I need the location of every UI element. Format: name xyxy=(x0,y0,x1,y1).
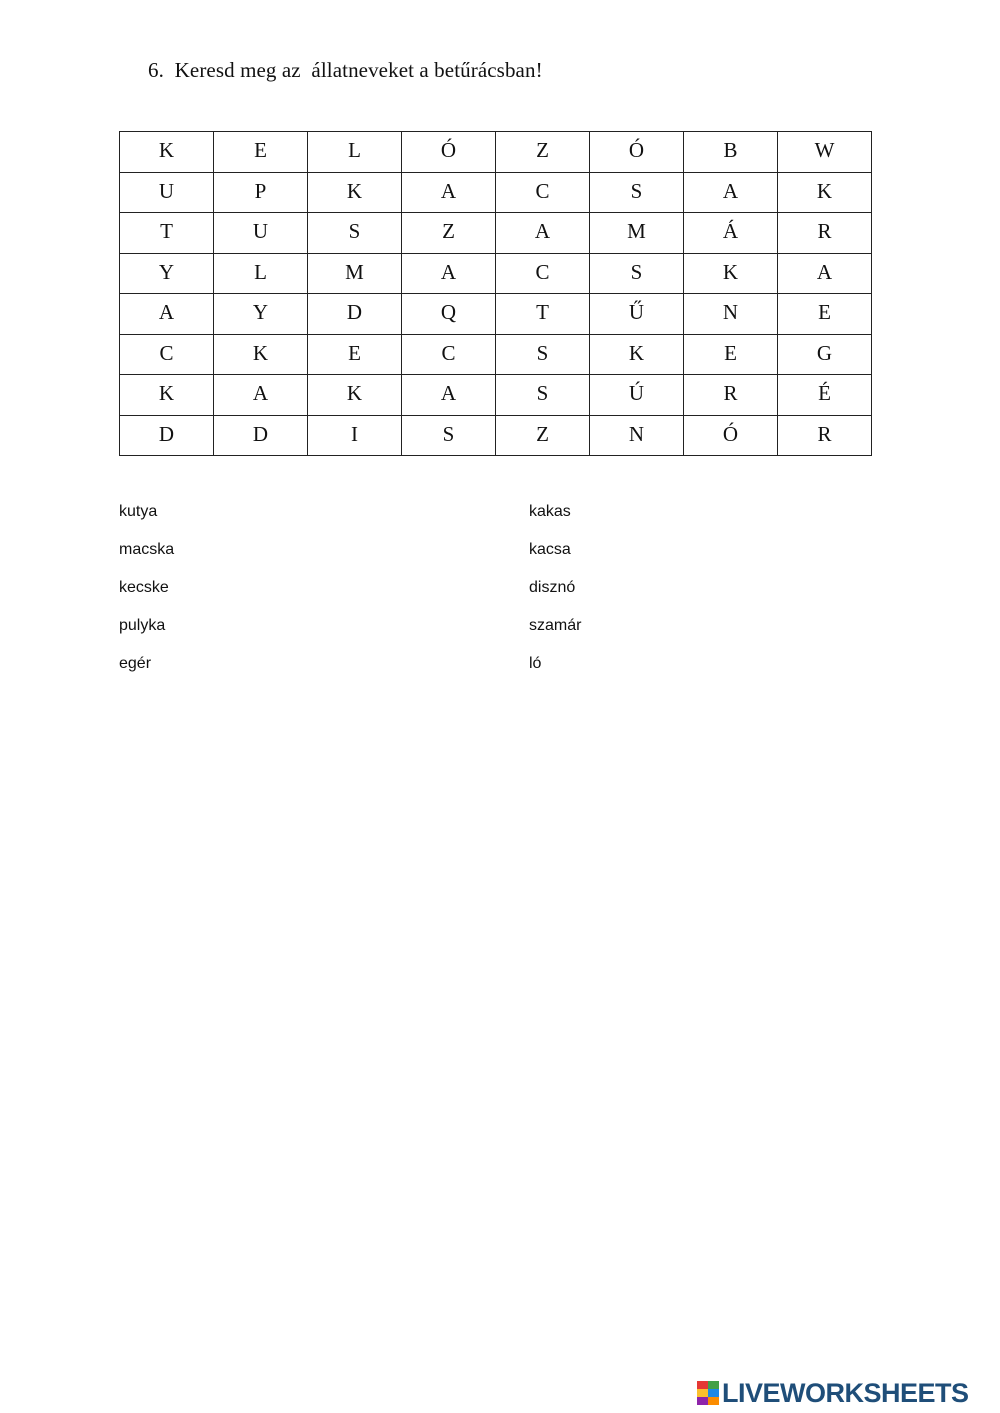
grid-cell: M xyxy=(308,253,402,294)
grid-cell: K xyxy=(308,172,402,213)
grid-cell: N xyxy=(590,415,684,456)
grid-cell: A xyxy=(120,294,214,335)
grid-cell: D xyxy=(120,415,214,456)
grid-cell: G xyxy=(778,334,872,375)
grid-cell: Y xyxy=(120,253,214,294)
grid-cell: S xyxy=(590,253,684,294)
grid-cell: K xyxy=(590,334,684,375)
grid-cell: E xyxy=(214,132,308,173)
grid-row xyxy=(120,294,872,335)
liveworksheets-logo-icon xyxy=(697,1381,719,1405)
grid-cell: T xyxy=(120,213,214,254)
word-list-left xyxy=(119,500,174,690)
grid-cell: D xyxy=(308,294,402,335)
grid-cell: K xyxy=(214,334,308,375)
grid-cell: U xyxy=(214,213,308,254)
grid-cell: M xyxy=(590,213,684,254)
grid-cell: C xyxy=(496,172,590,213)
grid-cell: R xyxy=(684,375,778,416)
grid-cell: N xyxy=(684,294,778,335)
grid-cell: R xyxy=(778,213,872,254)
grid-row xyxy=(120,334,872,375)
grid-cell: Ó xyxy=(684,415,778,456)
word-item: ló xyxy=(529,655,542,672)
grid-row xyxy=(120,253,872,294)
word-item: macska xyxy=(119,541,175,558)
grid-cell: S xyxy=(496,334,590,375)
brand-name: LIVEWORKSHEETS xyxy=(722,1377,969,1408)
word-item: disznó xyxy=(529,579,576,596)
word-item: kakas xyxy=(529,503,571,520)
grid-cell: U xyxy=(120,172,214,213)
grid-cell: A xyxy=(778,253,872,294)
word-item: kecske xyxy=(119,579,169,596)
grid-cell: D xyxy=(214,415,308,456)
grid-cell: Ó xyxy=(402,132,496,173)
grid-cell: Á xyxy=(684,213,778,254)
grid-row xyxy=(120,415,872,456)
grid-cell: A xyxy=(402,172,496,213)
grid-cell: K xyxy=(120,132,214,173)
grid-cell: C xyxy=(402,334,496,375)
grid-cell: L xyxy=(308,132,402,173)
grid-cell: S xyxy=(496,375,590,416)
grid-cell: Q xyxy=(402,294,496,335)
grid-cell: K xyxy=(778,172,872,213)
grid-cell: C xyxy=(496,253,590,294)
grid-cell: Z xyxy=(496,132,590,173)
letter-grid xyxy=(119,131,872,456)
grid-cell: C xyxy=(120,334,214,375)
grid-cell: E xyxy=(778,294,872,335)
grid-cell: Y xyxy=(214,294,308,335)
grid-row xyxy=(120,172,872,213)
word-item: pulyka xyxy=(119,617,166,634)
grid-cell: K xyxy=(308,375,402,416)
grid-cell: A xyxy=(402,375,496,416)
grid-cell: K xyxy=(120,375,214,416)
word-item: kacsa xyxy=(529,541,571,558)
grid-cell: E xyxy=(308,334,402,375)
grid-cell: Z xyxy=(496,415,590,456)
grid-row xyxy=(120,213,872,254)
grid-cell: Ó xyxy=(590,132,684,173)
word-item: egér xyxy=(119,655,152,672)
grid-cell: A xyxy=(402,253,496,294)
grid-cell: Ű xyxy=(590,294,684,335)
grid-cell: É xyxy=(778,375,872,416)
liveworksheets-logo xyxy=(697,1378,969,1408)
grid-cell: S xyxy=(590,172,684,213)
grid-row xyxy=(120,375,872,416)
grid-cell: I xyxy=(308,415,402,456)
word-item: kutya xyxy=(119,503,158,520)
grid-cell: A xyxy=(496,213,590,254)
exercise-title: 6. Keresd meg az állatneveket a betűrácsban! xyxy=(148,58,543,82)
word-list-right xyxy=(529,500,581,690)
grid-cell: L xyxy=(214,253,308,294)
grid-cell: Z xyxy=(402,213,496,254)
grid-cell: T xyxy=(496,294,590,335)
grid-cell: Ú xyxy=(590,375,684,416)
grid-cell: S xyxy=(308,213,402,254)
grid-cell: R xyxy=(778,415,872,456)
word-item: szamár xyxy=(529,617,582,634)
grid-cell: S xyxy=(402,415,496,456)
grid-cell: E xyxy=(684,334,778,375)
grid-cell: A xyxy=(214,375,308,416)
grid-cell: K xyxy=(684,253,778,294)
grid-cell: W xyxy=(778,132,872,173)
grid-cell: B xyxy=(684,132,778,173)
grid-row xyxy=(120,132,872,173)
grid-cell: P xyxy=(214,172,308,213)
grid-cell: A xyxy=(684,172,778,213)
